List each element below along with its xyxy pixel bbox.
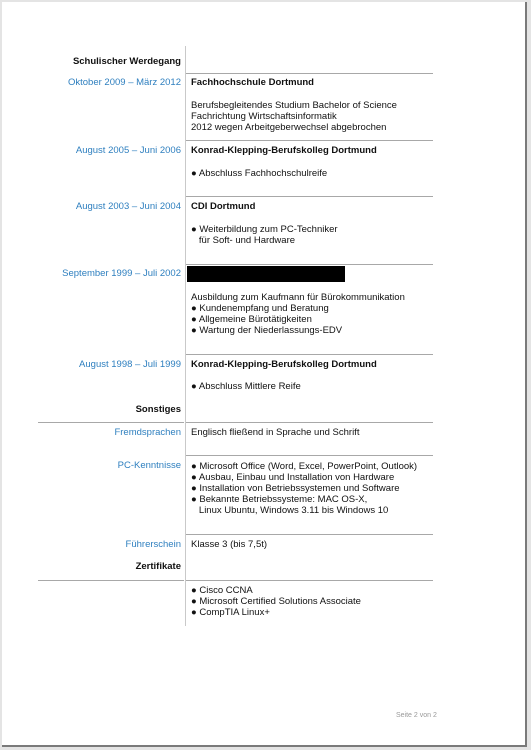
certificate-item: ● Microsoft Certified Solutions Associate bbox=[191, 596, 361, 607]
divider bbox=[186, 73, 433, 74]
other-detail: ● Ausbau, Einbau und Installation von Hardware bbox=[191, 472, 395, 483]
education-detail: Berufsbegleitendes Studium Bachelor of Science bbox=[191, 100, 397, 111]
education-date: Oktober 2009 – März 2012 bbox=[67, 77, 181, 88]
education-detail: ● Kundenempfang und Beratung bbox=[191, 303, 329, 314]
other-detail: ● Bekannte Betriebssysteme: MAC OS-X, bbox=[191, 494, 368, 505]
education-detail: Ausbildung zum Kaufmann für Bürokommunikation bbox=[191, 292, 405, 303]
education-detail: für Soft- und Hardware bbox=[191, 235, 296, 246]
education-detail: 2012 wegen Arbeitgeberwechsel abgebrochen bbox=[191, 122, 387, 133]
divider bbox=[186, 140, 433, 141]
divider bbox=[186, 534, 433, 535]
education-institution: CDI Dortmund bbox=[191, 201, 256, 212]
redacted-institution bbox=[187, 266, 345, 282]
education-institution: Konrad-Klepping-Berufskolleg Dortmund bbox=[191, 359, 377, 370]
education-detail: ● Allgemeine Bürotätigkeiten bbox=[191, 314, 312, 325]
education-institution: Konrad-Klepping-Berufskolleg Dortmund bbox=[191, 145, 377, 156]
education-detail: Fachrichtung Wirtschaftsinformatik bbox=[191, 111, 337, 122]
education-institution: Fachhochschule Dortmund bbox=[191, 77, 314, 88]
other-detail: Linux Ubuntu, Windows 3.11 bis Windows 10 bbox=[191, 505, 389, 516]
education-detail: ● Abschluss Mittlere Reife bbox=[191, 381, 301, 392]
section-certificates-heading: Zertifikate bbox=[135, 561, 181, 572]
education-date: September 1999 – Juli 2002 bbox=[62, 268, 181, 279]
divider bbox=[38, 580, 184, 581]
other-label: PC-Kenntnisse bbox=[117, 460, 181, 471]
education-date: August 2005 – Juni 2006 bbox=[75, 145, 181, 156]
other-label: Führerschein bbox=[125, 539, 181, 550]
other-detail: ● Installation von Betriebssystemen und Software bbox=[191, 483, 400, 494]
cv-page bbox=[2, 2, 527, 747]
column-divider bbox=[185, 46, 186, 626]
education-detail: ● Wartung der Niederlassungs-EDV bbox=[191, 325, 343, 336]
education-date: August 2003 – Juni 2004 bbox=[75, 201, 181, 212]
divider bbox=[186, 422, 433, 423]
certificate-item: ● Cisco CCNA bbox=[191, 585, 253, 596]
divider bbox=[186, 580, 433, 581]
education-date: August 1998 – Juli 1999 bbox=[79, 359, 181, 370]
education-detail: ● Abschluss Fachhochschulreife bbox=[191, 168, 328, 179]
section-education-heading: Schulischer Werdegang bbox=[72, 56, 181, 67]
divider bbox=[186, 264, 433, 265]
certificate-item: ● CompTIA Linux+ bbox=[191, 607, 270, 618]
page-number: Seite 2 von 2 bbox=[396, 712, 437, 719]
divider bbox=[38, 422, 184, 423]
other-detail: Englisch fließend in Sprache und Schrift bbox=[191, 427, 360, 438]
divider bbox=[186, 455, 433, 456]
section-other-heading: Sonstiges bbox=[135, 404, 181, 415]
divider bbox=[186, 354, 433, 355]
divider bbox=[186, 196, 433, 197]
other-label: Fremdsprachen bbox=[114, 427, 181, 438]
other-detail: Klasse 3 (bis 7,5t) bbox=[191, 539, 268, 550]
education-detail: ● Weiterbildung zum PC-Techniker bbox=[191, 224, 338, 235]
other-detail: ● Microsoft Office (Word, Excel, PowerPoint, Outlook) bbox=[191, 461, 418, 472]
